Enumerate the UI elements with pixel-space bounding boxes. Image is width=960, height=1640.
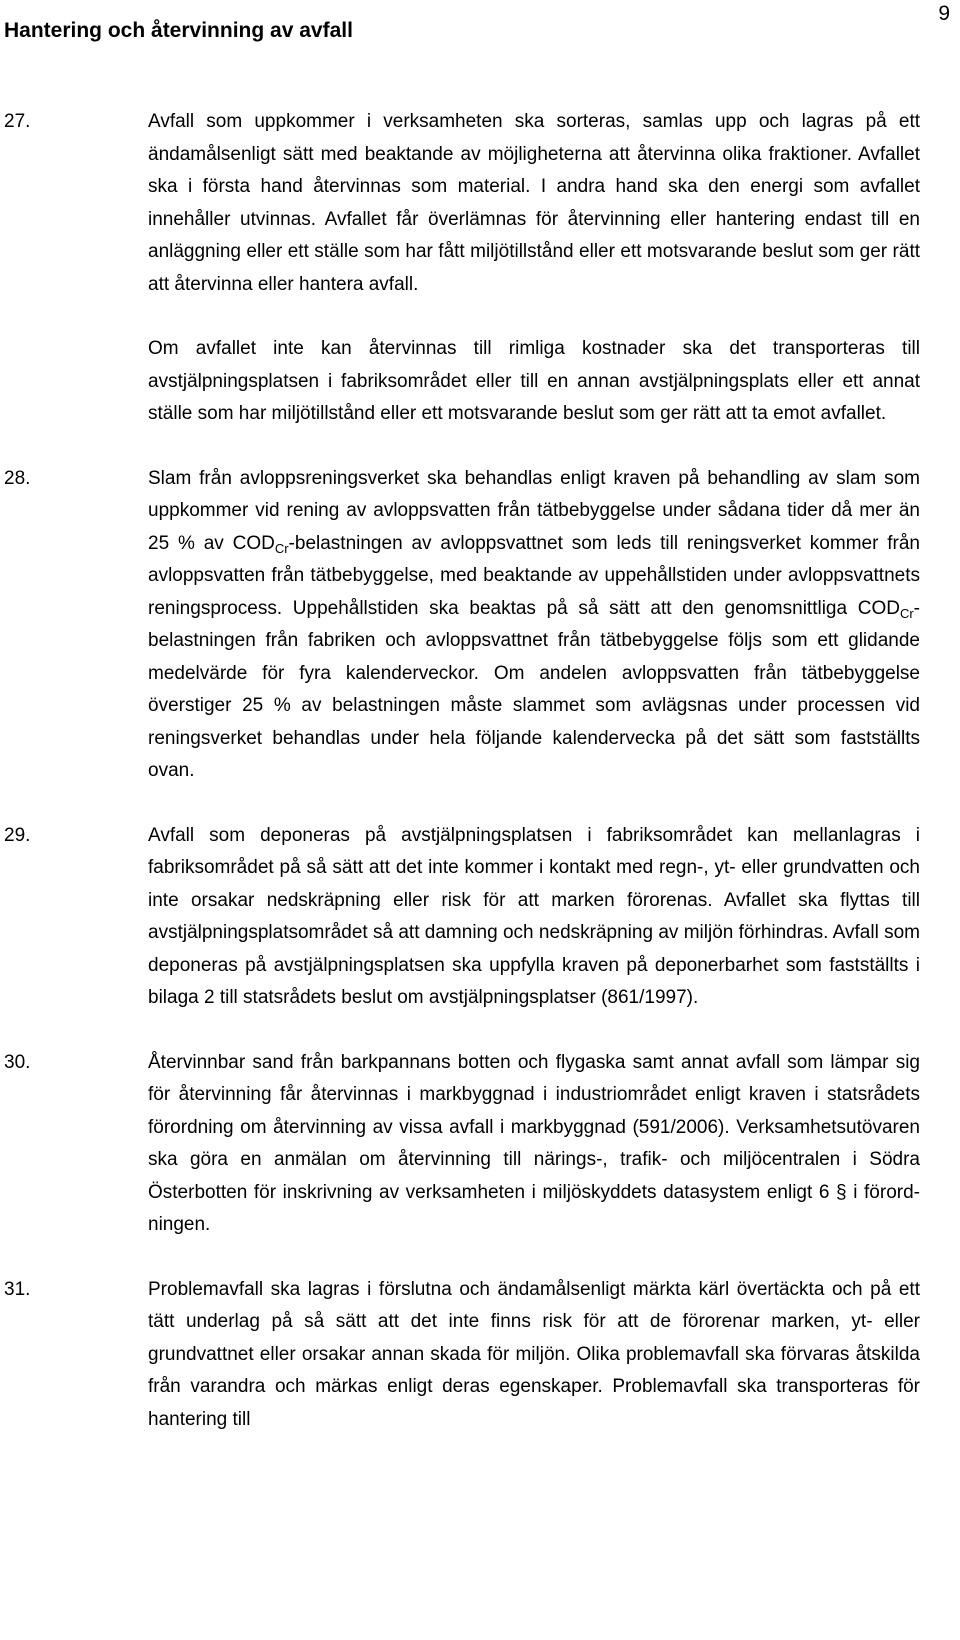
subscript: Cr — [274, 540, 289, 556]
item-text — [148, 820, 920, 1015]
item-number: 31. — [4, 1278, 31, 1300]
document-body — [4, 106, 920, 1436]
numbered-item — [4, 820, 920, 1015]
numbered-item — [4, 463, 920, 788]
item-text — [148, 1274, 920, 1437]
paragraph: Problemavfall ska lagras i förslutna och ändamålsenligt märkta kärl övertäckta och på ett tätt underlag på så sätt att det inte finns risk för att de förorenar marken, yt- eller grundvattnet eller orsakar annan skada för miljön. Olika problemavfall ska förvaras åtskilda från varandra och märkas enligt deras egenskaper. Problemavfall ska transporteras för hantering till — [148, 1278, 920, 1430]
text-run: -belastningen av avloppsvattnet som leds till reningsverket kommer från avloppsvatten från tätbebyggelse, med beaktande av uppehållstiden under avloppsvattnets reningsprocess. Uppehållstiden ska beaktas på så sätt att den genomsnittliga COD — [148, 532, 920, 619]
item-text — [148, 463, 920, 788]
item-number: 29. — [4, 824, 31, 846]
item-number: 28. — [4, 467, 31, 489]
item-number: 27. — [4, 111, 31, 132]
text-run: -belastningen från fabriken och avloppsvattnet från tätbebyggelse följs som ett glidande medelvärde för fyra kalenderveckor. Om andelen avloppsvatten från tätbebyggelse överstiger 25 % av belastningen måste slammet som avlägsnas under processen vid reningsverket behandlas under hela följande kalendervecka på det sätt som fastställts ovan. — [148, 597, 920, 781]
text-run: Slam från avloppsreningsverket ska behandlas enligt kraven på behandling av slam som uppkommer vid rening av avloppsvatten från tätbebyggelse under sådana tider då mer än 25 % av COD — [148, 467, 920, 554]
item-text — [148, 106, 920, 431]
item-text — [148, 1047, 920, 1242]
paragraph: Om avfallet inte kan återvinnas till rimliga kostnader ska det transporteras till avstjälpningsplatsen i fabriksområdet eller till en annan avstjälpningsplats eller ett annat ställe som har miljötillstånd eller ett motsvarande beslut som ger rätt att ta emot avfallet. — [148, 338, 920, 424]
section-heading: Hantering och återvinning av avfall — [4, 19, 353, 42]
paragraph: Avfall som uppkommer i verksamheten ska sorteras, samlas upp och lagras på ett ändamålsenligt sätt med beaktande av möjligheterna att återvinna olika fraktioner. Avfallet ska i första hand återvinnas som material. I andra hand ska den energi som avfallet innehåller utvinnas. Avfallet får överlämnas för återvinning eller hantering endast till en anläggning eller ett ställe som har fått miljötillstånd eller ett motsvarande beslut som ger rätt att återvinna eller hantera avfall. — [148, 111, 920, 295]
paragraph — [148, 463, 920, 788]
paragraph: Avfall som deponeras på avstjälpningsplatsen i fabriksområdet kan mellanlagras i fabriksområdet på så sätt att det inte kommer i kontakt med regn-, yt- eller grundvatten och inte orsakar nedskräpning eller risk för att marken förorenas. Avfallet ska flyttas till avstjälpningsplatsområdet så att damning och nedskräpning av miljön förhindras. Avfall som deponeras på avstjälpningsplatsen ska uppfylla kraven på deponerbarhet som fastställts i bilaga 2 till statsrådets beslut om avstjälpningsplatser (861/1997). — [148, 824, 920, 1008]
page-number: 9 — [938, 2, 950, 25]
subscript: Cr — [899, 605, 914, 621]
item-number: 30. — [4, 1051, 31, 1073]
numbered-item — [4, 106, 920, 431]
paragraph: Återvinnbar sand från barkpannans botten och flygaska samt annat avfall som lämpar sig för återvinning får återvinnas i markbyggnad i industriområdet enligt kraven i statsrådets förordning om återvinning av vissa avfall i markbyggnad (591/2006). Verksamhetsutövaren ska göra en anmälan om återvinning till närings-, trafik- och miljöcentralen i Södra Österbotten för inskrivning av verksamheten i miljöskyddets datasystem enligt 6 § i förordningen. — [148, 1051, 920, 1235]
numbered-item — [4, 1047, 920, 1242]
numbered-item — [4, 1274, 920, 1437]
